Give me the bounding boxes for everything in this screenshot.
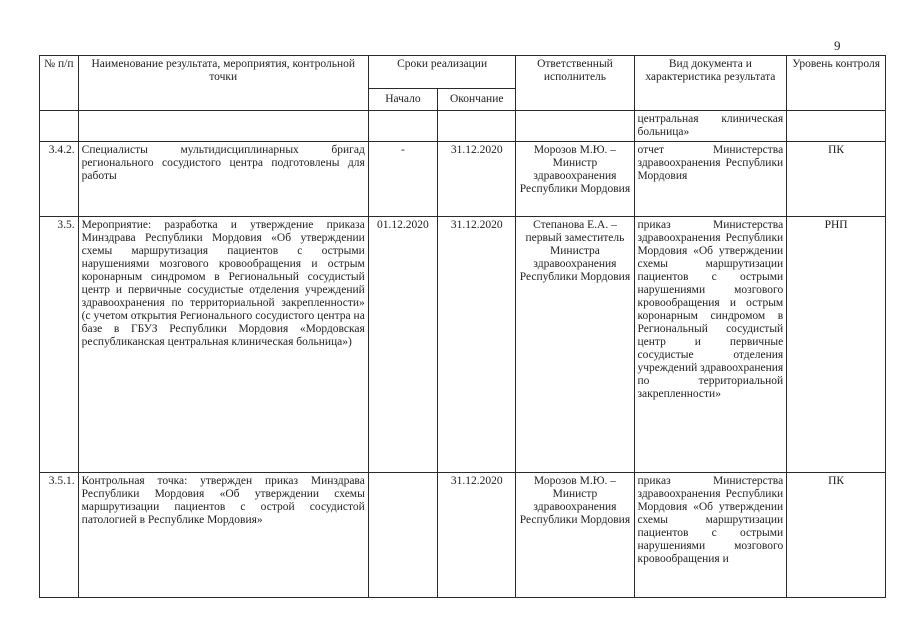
row-start: -: [368, 142, 437, 217]
header-executor: Ответственный исполнитель: [516, 56, 634, 111]
header-terms: Сроки реализации: [368, 56, 516, 89]
row-end: 31.12.2020: [438, 473, 516, 598]
row-name: Специалисты мультидисциплинарных бригад регионального сосудистого центра подготовлены для работы: [78, 142, 368, 217]
row-num: 3.5.1.: [40, 473, 79, 598]
row-level: ПК: [787, 473, 886, 598]
row-end: 31.12.2020: [438, 217, 516, 473]
row-start: [368, 473, 437, 598]
row-start: 01.12.2020: [368, 217, 437, 473]
table-row: [40, 111, 886, 142]
row-level: ПК: [787, 142, 886, 217]
header-num: № п/п: [40, 56, 79, 111]
row-executor: [516, 111, 634, 142]
row-num: [40, 111, 79, 142]
header-end: Окончание: [438, 89, 516, 111]
row-doc: отчет Министерства здравоохранения Республики Мордовия: [634, 142, 787, 217]
row-executor: Степанова Е.А. – первый заместитель Министра здравоохранения Республики Мордовия: [516, 217, 634, 473]
row-start: [368, 111, 437, 142]
row-num: 3.4.2.: [40, 142, 79, 217]
header-doc: Вид документа и характеристика результата: [634, 56, 787, 111]
table-row: [40, 217, 886, 473]
row-name: [78, 111, 368, 142]
implementation-plan-table: [39, 55, 886, 598]
row-level: [787, 111, 886, 142]
row-doc: приказ Министерства здравоохранения Республики Мордовия «Об утверждении схемы маршрутизации пациентов с острыми нарушениями мозгового кровообращения и: [634, 473, 787, 598]
row-executor: Морозов М.Ю. – Министр здравоохранения Республики Мордовия: [516, 473, 634, 598]
row-name: Мероприятие: разработка и утверждение приказа Минздрава Республики Мордовия «Об утверждении схемы маршрутизация пациентов с острыми нарушениями мозгового кровообращения и острым коронарным синдромом в Региональный сосудистый центр и первичные сосудистые отделения учреждений здравоохранения по территориальной закрепленности» (с учетом открытия Регионального сосудистого центра на базе в ГБУЗ Республики Мордовия «Мордовская республиканская центральная клиническая больница»): [78, 217, 368, 473]
row-doc: приказ Министерства здравоохранения Республики Мордовия «Об утверждении схемы маршрутизации пациентов с острыми нарушениями мозгового кровообращения и острым коронарным синдромом в Региональный сосудистый центр и первичные сосудистые отделения учреждений здравоохранения по территориальной закрепленности»: [634, 217, 787, 473]
header-name: Наименование результата, мероприятия, контрольной точки: [78, 56, 368, 111]
page-number: 9: [834, 38, 841, 53]
row-end: 31.12.2020: [438, 142, 516, 217]
row-name: Контрольная точка: утвержден приказ Минздрава Республики Мордовия «Об утверждении схемы маршрутизации пациентов с острой сосудистой патологией в Республике Мордовия»: [78, 473, 368, 598]
row-end: [438, 111, 516, 142]
row-doc: центральная клиническая больница»: [634, 111, 787, 142]
row-executor: Морозов М.Ю. – Министр здравоохранения Республики Мордовия: [516, 142, 634, 217]
table-row: [40, 142, 886, 217]
header-level: Уровень контроля: [787, 56, 886, 111]
header-start: Начало: [368, 89, 437, 111]
table-row: [40, 473, 886, 598]
row-level: РНП: [787, 217, 886, 473]
row-num: 3.5.: [40, 217, 79, 473]
